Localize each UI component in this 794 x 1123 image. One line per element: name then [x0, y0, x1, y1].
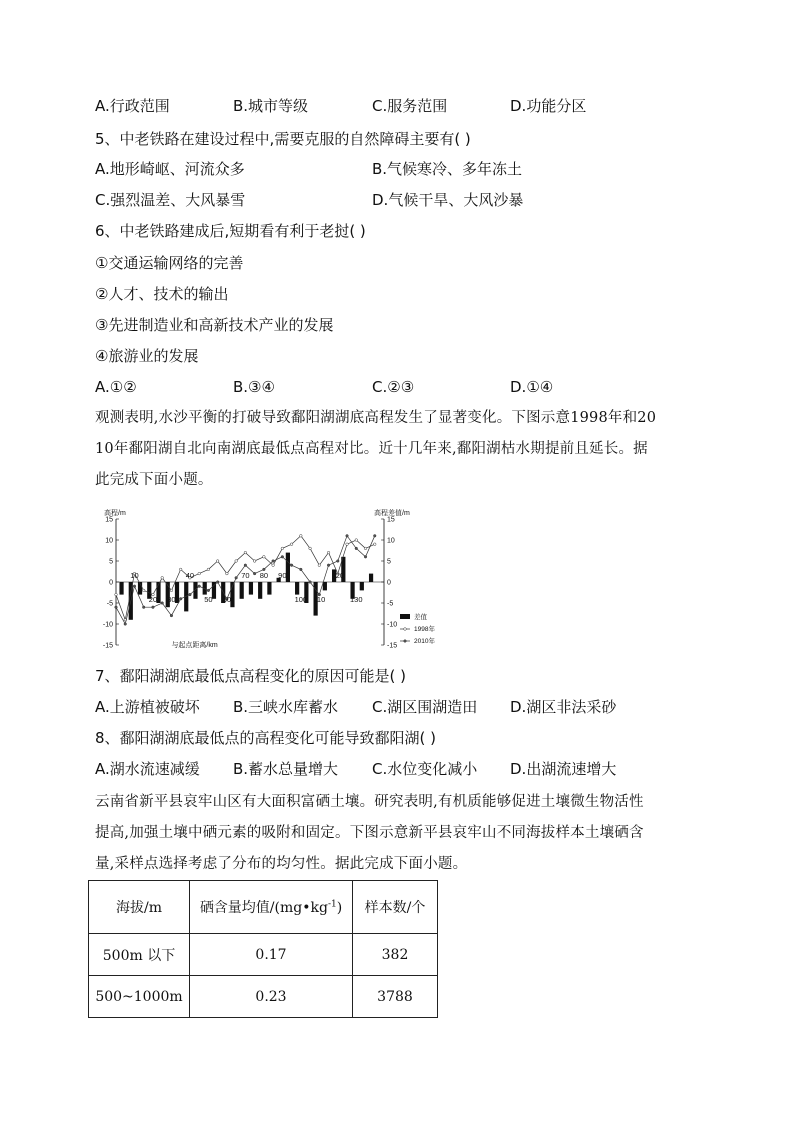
right-tick-label: -5: [387, 600, 394, 608]
series-2010-point: [244, 564, 247, 567]
legend-2010-marker: [404, 640, 407, 643]
passage-poyang: [95, 403, 703, 496]
series-1998-point: [198, 572, 201, 575]
left-tick-label: 10: [105, 537, 113, 545]
table-header-text: ): [336, 900, 343, 916]
passage-poyang-line: 此完成下面小题。: [95, 472, 213, 488]
series-1998-point: [244, 551, 247, 554]
passage-selenium: [95, 787, 703, 880]
table-cell: 500~1000m: [89, 976, 190, 1018]
series-1998-point: [373, 543, 376, 546]
x-axis-label: 与起点距离/km: [171, 642, 218, 649]
series-1998-point: [309, 547, 312, 550]
q5-option-b: B.气候寒冷、多年冻土: [372, 160, 523, 178]
q6-item-4: ④旅游业的发展: [95, 347, 199, 365]
diff-bar: [267, 582, 271, 595]
series-1998-point: [281, 547, 284, 550]
q4-option-a: A.行政范围: [95, 97, 170, 115]
left-tick-label: -15: [102, 642, 113, 650]
legend-diff-label: 差值: [414, 614, 427, 621]
series-2010-point: [364, 556, 367, 559]
series-2010-point: [133, 585, 136, 588]
q5-option-c: C.强烈温差、大风暴雪: [95, 191, 246, 209]
series-1998-point: [226, 572, 229, 575]
q8-stem: 8、鄱阳湖湖底最低点的高程变化可能导致鄱阳湖( ): [95, 729, 437, 747]
q7-option-c: C.湖区围湖造田: [372, 698, 478, 716]
series-1998-point: [142, 589, 145, 592]
legend-1998-label: 1998年: [414, 626, 435, 633]
q6-option-d: D.①④: [510, 378, 554, 396]
table-cell: 0.17: [190, 934, 353, 976]
series-2010-point: [142, 606, 145, 609]
series-1998-point: [355, 539, 358, 542]
left-tick-label: -10: [102, 621, 113, 629]
diff-bar: [249, 582, 253, 595]
series-2010-point: [300, 568, 303, 571]
q6-item-2: ②人才、技术的输出: [95, 285, 229, 303]
table-row: [89, 976, 438, 1018]
series-2010-point: [290, 564, 293, 567]
distance-label: 40: [185, 571, 195, 580]
q8-option-c: C.水位变化减小: [372, 760, 478, 778]
distance-label: 110: [313, 595, 326, 604]
q8-option-a: A.湖水流速减缓: [95, 760, 200, 778]
legend-diff-swatch: [400, 614, 410, 619]
series-2010-point: [253, 572, 256, 575]
series-2010-point: [336, 560, 339, 563]
right-tick-label: 0: [387, 579, 391, 587]
q4-option-d: D.功能分区: [510, 97, 587, 115]
series-1998-point: [235, 560, 238, 563]
series-2010-point: [281, 556, 284, 559]
table-cell: 500m 以下: [89, 934, 190, 976]
elevation-chart: [88, 505, 435, 653]
series-1998-point: [327, 551, 330, 554]
q5-stem: 5、中老铁路在建设过程中,需要克服的自然障碍主要有( ): [95, 130, 471, 148]
distance-label: 10: [130, 571, 139, 580]
right-tick-label: 15: [387, 516, 395, 524]
q7-stem: 7、鄱阳湖湖底最低点高程变化的原因可能是( ): [95, 667, 407, 685]
series-1998-point: [207, 568, 210, 571]
series-2010-point: [170, 614, 173, 617]
series-1998-point: [161, 577, 164, 580]
distance-label: 50: [204, 595, 213, 604]
diff-bar: [193, 582, 197, 599]
series-2010-point: [198, 585, 201, 588]
series-2010-point: [346, 535, 349, 538]
series-1998-point: [272, 564, 275, 567]
q6-option-a: A.①②: [95, 378, 137, 396]
series-1998-point: [263, 556, 266, 559]
q5-option-a: A.地形崎岖、河流众多: [95, 160, 245, 178]
series-2010-point: [179, 598, 182, 601]
distance-label: 120: [331, 571, 345, 580]
distance-label: 60: [222, 595, 232, 604]
series-2010-point: [152, 606, 155, 609]
right-tick-label: -10: [387, 621, 398, 629]
passage-selenium-line: 云南省新平县哀牢山区有大面积富硒土壤。研究表明,有机质能够促进土壤微生物活性: [95, 794, 644, 810]
series-2010-point: [207, 589, 210, 592]
distance-label: 80: [259, 571, 269, 580]
distance-label: 130: [350, 595, 363, 604]
passage-poyang-line: 观测表明,水沙平衡的打破导致鄱阳湖湖底高程发生了显著变化。下图示意1998年和20: [95, 410, 657, 426]
series-2010-point: [115, 606, 118, 609]
table-cell: 382: [353, 934, 438, 976]
passage-poyang-line: 10年鄱阳湖自北向南湖底最低点高程对比。近十几年来,鄱阳湖枯水期提前且延长。据: [95, 441, 648, 457]
diff-bar: [119, 582, 123, 595]
series-1998-point: [318, 564, 321, 567]
table-header-cell: [190, 881, 353, 934]
diff-bar: [360, 582, 364, 590]
series-1998-point: [179, 568, 182, 571]
series-2010-point: [327, 564, 330, 567]
left-tick-label: 5: [109, 558, 113, 566]
q4-option-c: C.服务范围: [372, 97, 448, 115]
series-2010-point: [124, 623, 127, 626]
series-2010-point: [189, 593, 192, 596]
right-tick-label: 5: [387, 558, 391, 566]
diff-bar: [323, 582, 327, 590]
distance-label: 70: [241, 571, 250, 580]
series-2010-point: [355, 547, 358, 550]
q4-option-b: B.城市等级: [233, 97, 309, 115]
diff-bar: [240, 582, 244, 599]
table-header-cell: 样本数/个: [353, 881, 438, 934]
table-header-sup: -1: [327, 899, 337, 910]
q6-option-c: C.②③: [372, 378, 415, 396]
series-2010-point: [309, 581, 312, 584]
q7-option-a: A.上游植被破坏: [95, 698, 200, 716]
left-tick-label: 15: [105, 516, 113, 524]
series-2010-point: [235, 577, 238, 580]
table-header-text: 硒含量均值/(mg•kg: [199, 900, 328, 916]
series-1998-point: [216, 560, 219, 563]
distance-label: 30: [167, 595, 176, 604]
right-axis-label: 高程差值/m: [374, 510, 410, 517]
distance-label: 90: [278, 571, 287, 580]
table-cell: 0.23: [190, 976, 353, 1018]
distance-label: 100: [294, 595, 308, 604]
right-tick-label: 10: [387, 537, 395, 545]
series-1998-point: [170, 589, 173, 592]
q8-option-d: D.出湖流速增大: [510, 760, 617, 778]
series-1998-point: [253, 560, 256, 563]
diff-bar: [258, 582, 262, 599]
table-header-row: [89, 881, 438, 934]
q8-option-b: B.蓄水总量增大: [233, 760, 339, 778]
table-header-cell: 海拔/m: [89, 881, 190, 934]
q5-option-d: D.气候干旱、大风沙暴: [372, 191, 524, 209]
left-tick-label: -5: [106, 600, 113, 608]
table-row: [89, 934, 438, 976]
passage-selenium-line: 提高,加强土壤中硒元素的吸附和固定。下图示意新平县哀牢山不同海拔样本土壤硒含: [95, 825, 644, 841]
distance-label: 20: [148, 595, 158, 604]
selenium-table: [88, 880, 438, 1018]
diff-bar: [295, 582, 299, 595]
passage-selenium-line: 量,采样点选择考虑了分布的均匀性。据此完成下面小题。: [95, 856, 468, 872]
diff-bar: [369, 574, 373, 582]
q6-option-b: B.③④: [233, 378, 275, 396]
series-2010-point: [161, 602, 164, 605]
series-1998-point: [115, 593, 118, 596]
q6-item-1: ①交通运输网络的完善: [95, 254, 244, 272]
q7-option-d: D.湖区非法采砂: [510, 698, 617, 716]
q7-option-b: B.三峡水库蓄水: [233, 698, 339, 716]
series-2010-point: [216, 581, 219, 584]
right-tick-label: -15: [387, 642, 398, 650]
legend-1998-marker: [404, 628, 407, 631]
series-1998-point: [364, 547, 367, 550]
left-axis-label: 高程/m: [104, 510, 126, 517]
q6-item-3: ③先进制造业和高新技术产业的发展: [95, 316, 334, 334]
series-1998-point: [346, 543, 349, 546]
table-cell: 3788: [353, 976, 438, 1018]
legend-2010-label: 2010年: [414, 638, 435, 645]
left-tick-label: 0: [109, 579, 113, 587]
series-1998-point: [290, 543, 293, 546]
series-1998-point: [300, 535, 303, 538]
series-2010-point: [272, 560, 275, 563]
q6-stem: 6、中老铁路建成后,短期看有利于老挝( ): [95, 222, 366, 240]
series-2010-point: [373, 535, 376, 538]
